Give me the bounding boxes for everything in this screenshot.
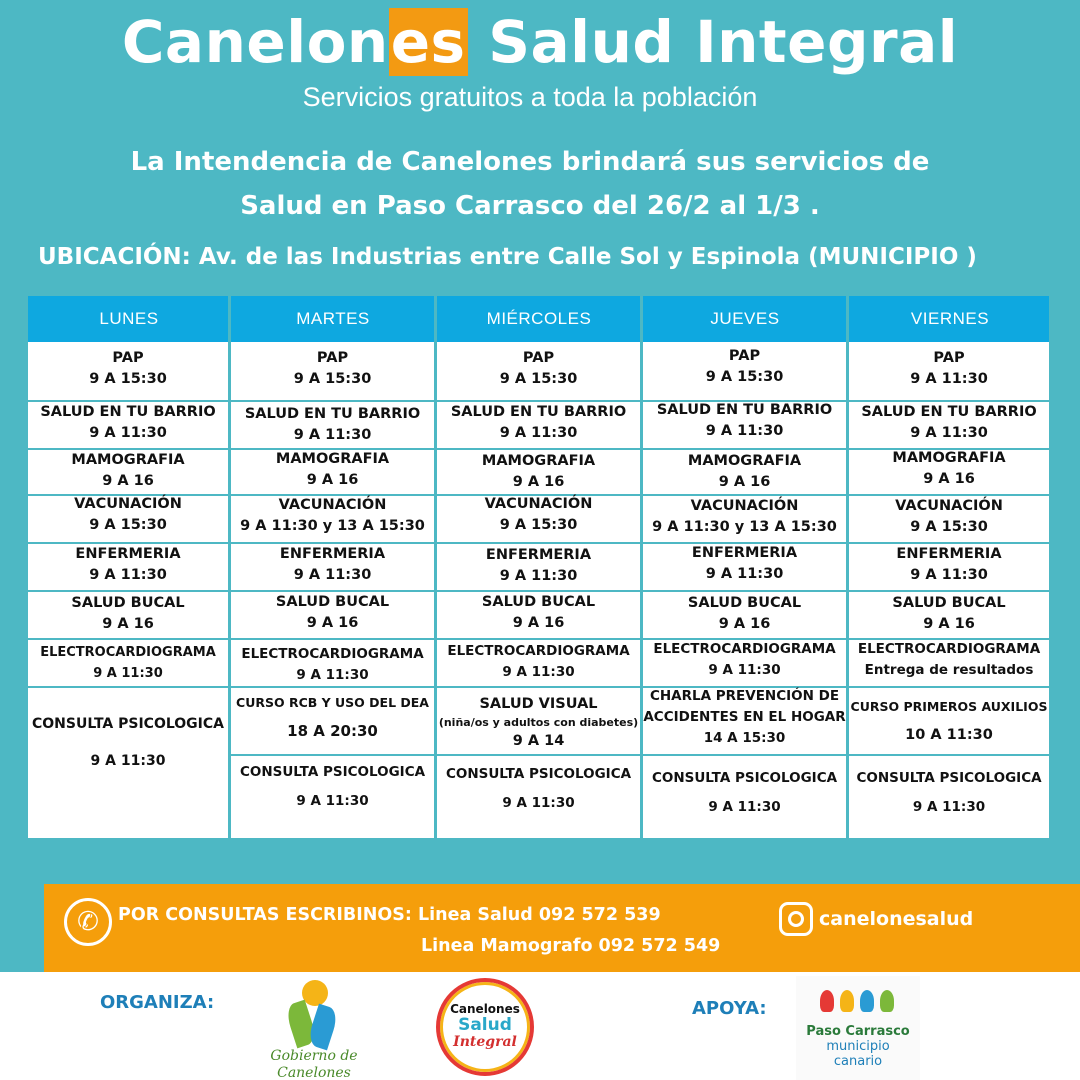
footer: [0, 972, 1080, 1080]
cell-miercoles-mamografia: MAMOGRAFIA 9 A 16: [481, 453, 596, 490]
logo-people-icon: [820, 984, 900, 1018]
gobierno-logo-text: Gobierno de Canelones: [270, 1048, 358, 1080]
cell-lunes-consulta-psicologica: CONSULTA PSICOLOGICA 9 A 11:30: [32, 716, 224, 769]
cell-martes-vacunacion: VACUNACIÓN 9 A 11:30 y 13 A 15:30: [240, 497, 425, 534]
cell-jueves-electrocardiograma: ELECTROCARDIOGRAMA 9 A 11:30: [653, 641, 836, 678]
cell-viernes-salud-bucal: SALUD BUCAL 9 A 16: [892, 595, 1006, 632]
gobierno-canelones-logo: [264, 980, 364, 1080]
cell-viernes-consulta-psicologica: CONSULTA PSICOLOGICA 9 A 11:30: [856, 770, 1042, 815]
cell-martes-salud-bucal: SALUD BUCAL 9 A 16: [275, 594, 390, 631]
cell-viernes-pap: PAP 9 A 11:30: [910, 350, 988, 387]
day-header-lunes: LUNES: [99, 309, 159, 328]
cell-miercoles-electrocardiograma: ELECTROCARDIOGRAMA 9 A 11:30: [447, 643, 630, 680]
intro-line-2: Salud en Paso Carrasco del 26/2 al 1/3 .: [240, 191, 820, 221]
cell-miercoles-consulta-psicologica: CONSULTA PSICOLOGICA 9 A 11:30: [445, 766, 632, 811]
cell-viernes-salud-barrio: SALUD EN TU BARRIO 9 A 11:30: [861, 404, 1037, 441]
contact-line-1: POR CONSULTAS ESCRIBINOS: Linea Salud 092 572 539: [118, 905, 661, 925]
row-divider: [230, 754, 1052, 756]
cell-jueves-consulta-psicologica: CONSULTA PSICOLOGICA 9 A 11:30: [651, 770, 838, 815]
cell-martes-curso-rcb: CURSO RCB Y USO DEL DEA 18 A 20:30: [236, 695, 429, 740]
intro-text: [40, 140, 1020, 228]
cell-miercoles-enfermeria: ENFERMERIA 9 A 11:30: [485, 547, 592, 584]
intro-line-1: La Intendencia de Canelones brindará sus servicios de: [130, 147, 930, 177]
cell-martes-electrocardiograma: ELECTROCARDIOGRAMA 9 A 11:30: [241, 646, 424, 683]
day-header-row: [28, 296, 1052, 342]
cell-lunes-salud-bucal: SALUD BUCAL 9 A 16: [71, 595, 185, 632]
cell-martes-mamografia: MAMOGRAFIA 9 A 16: [275, 451, 390, 488]
cell-martes-pap: PAP 9 A 15:30: [293, 350, 372, 387]
cell-viernes-electrocardiograma: ELECTROCARDIOGRAMA Entrega de resultados: [857, 641, 1041, 678]
cell-viernes-curso-primeros-auxilios: CURSO PRIMEROS AUXILIOS 10 A 11:30: [850, 699, 1048, 743]
cell-jueves-pap: PAP 9 A 15:30: [705, 348, 784, 385]
contact-bar: [44, 884, 1080, 972]
cell-lunes-enfermeria: ENFERMERIA 9 A 11:30: [75, 546, 181, 583]
day-header-jueves: JUEVES: [710, 309, 780, 328]
cell-miercoles-salud-visual: SALUD VISUAL (niña/os y adultos con diabetes) 9 A 14: [438, 696, 639, 749]
cell-jueves-mamografia: MAMOGRAFIA 9 A 16: [687, 453, 802, 490]
cell-lunes-salud-barrio: SALUD EN TU BARRIO 9 A 11:30: [40, 404, 216, 441]
organiza-label: ORGANIZA:: [100, 992, 215, 1013]
instagram-icon[interactable]: [779, 902, 813, 936]
page-subtitle: Servicios gratuitos a toda la población: [302, 82, 758, 112]
day-header-martes: MARTES: [296, 309, 370, 328]
location-text: UBICACIÓN: Av. de las Industrias entre Calle Sol y Espinola (MUNICIPIO ): [38, 244, 977, 270]
cell-viernes-mamografia: MAMOGRAFIA 9 A 16: [892, 450, 1006, 487]
row-divider: [28, 686, 1052, 688]
cell-lunes-electrocardiograma: ELECTROCARDIOGRAMA 9 A 11:30: [40, 645, 216, 681]
cell-jueves-salud-bucal: SALUD BUCAL 9 A 16: [687, 595, 802, 632]
cell-jueves-enfermeria: ENFERMERIA 9 A 11:30: [691, 545, 798, 582]
cell-lunes-vacunacion: VACUNACIÓN 9 A 15:30: [74, 496, 182, 533]
contact-line-2: Linea Mamografo 092 572 549: [421, 936, 721, 956]
day-header-miercoles: MIÉRCOLES: [486, 309, 592, 328]
title-part2: Salud Integral: [467, 8, 959, 76]
page-title: [0, 8, 1080, 76]
day-header-viernes: VIERNES: [910, 309, 990, 328]
cell-martes-salud-barrio: SALUD EN TU BARRIO 9 A 11:30: [244, 406, 421, 443]
schedule-table: [28, 296, 1052, 838]
cell-jueves-charla-prevencion: CHARLA PREVENCIÓN DE ACCIDENTES EN EL HOGAR 14 A 15:30: [643, 688, 846, 746]
logo-sun-icon: [302, 980, 328, 1006]
apoya-label: APOYA:: [692, 998, 767, 1019]
cell-viernes-vacunacion: VACUNACIÓN 9 A 15:30: [895, 498, 1003, 535]
cell-martes-enfermeria: ENFERMERIA 9 A 11:30: [279, 546, 386, 583]
cell-martes-consulta-psicologica: CONSULTA PSICOLOGICA 9 A 11:30: [239, 764, 426, 809]
column-divider: [1049, 296, 1052, 838]
cell-lunes-pap: PAP 9 A 15:30: [89, 350, 167, 387]
cell-miercoles-salud-bucal: SALUD BUCAL 9 A 16: [481, 594, 596, 631]
cell-viernes-enfermeria: ENFERMERIA 9 A 11:30: [896, 546, 1002, 583]
cell-miercoles-vacunacion: VACUNACIÓN 9 A 15:30: [484, 496, 593, 533]
paso-carrasco-logo-text: Paso Carrasco municipio canario: [806, 1024, 910, 1069]
contact-text: [118, 900, 720, 962]
instagram-handle[interactable]: canelonesalud: [819, 908, 974, 930]
title-highlight: es: [390, 8, 466, 76]
cell-lunes-mamografia: MAMOGRAFIA 9 A 16: [71, 452, 185, 489]
canelones-salud-integral-logo: Canelones Salud Integral: [436, 978, 534, 1076]
phone-icon[interactable]: ✆: [64, 898, 112, 946]
paso-carrasco-logo: [796, 976, 920, 1080]
cell-miercoles-pap: PAP 9 A 15:30: [499, 350, 578, 387]
cell-jueves-vacunacion: VACUNACIÓN 9 A 11:30 y 13 A 15:30: [652, 498, 837, 535]
cell-miercoles-salud-barrio: SALUD EN TU BARRIO 9 A 11:30: [450, 404, 627, 441]
logo-leaf-icon: [306, 1004, 340, 1051]
title-part1: Canelon: [121, 8, 389, 76]
cell-jueves-salud-barrio: SALUD EN TU BARRIO 9 A 11:30: [656, 402, 833, 439]
